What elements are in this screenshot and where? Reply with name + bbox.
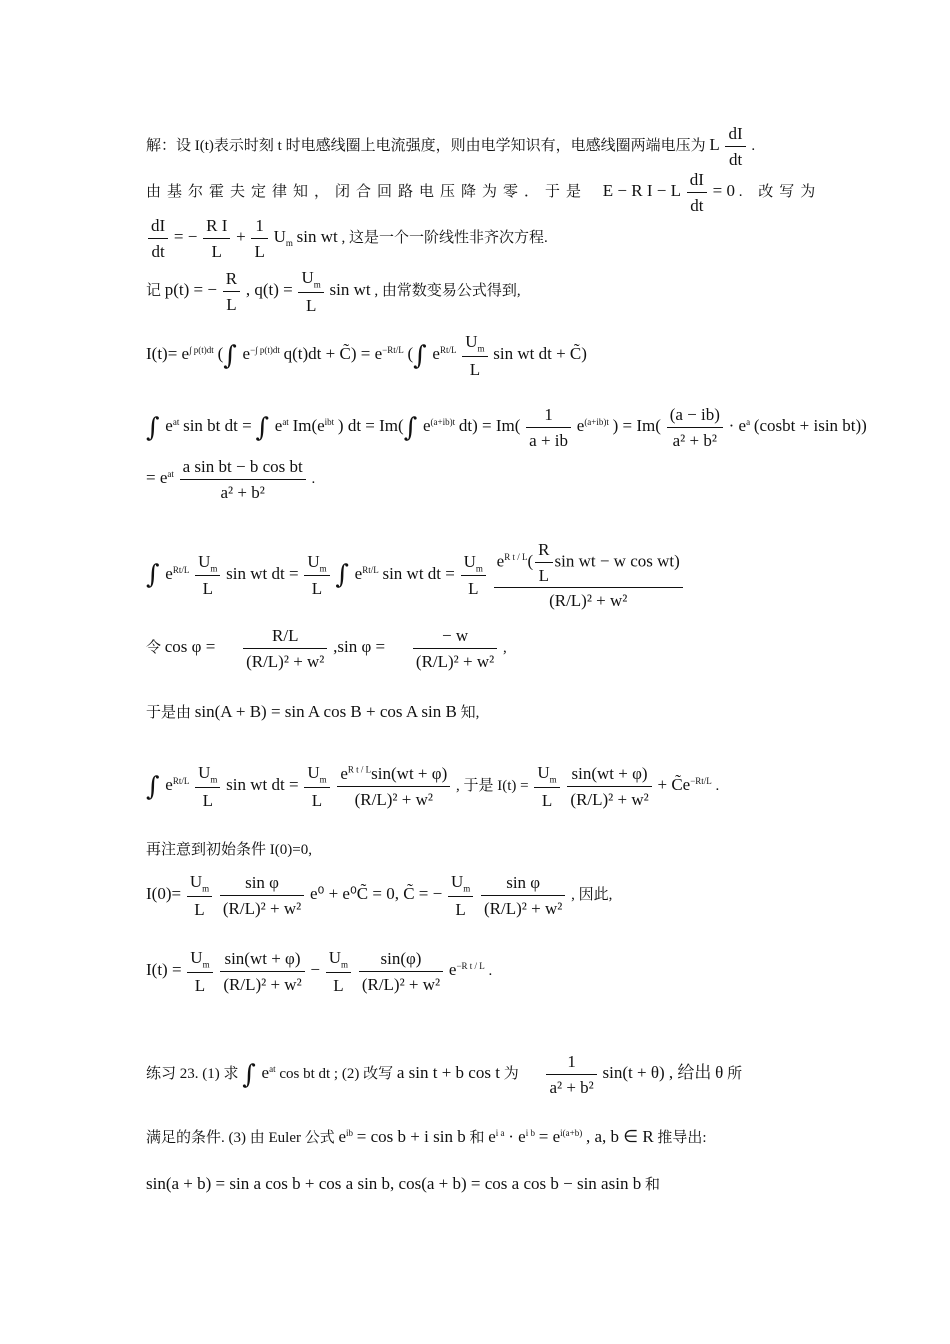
line-9: 令 cos φ = $\frac{R/L}{\text{(R/L)² + w²}}$ ,sin φ = $\frac{- w}{\text{(R/L)² + w²}}$ ,: [146, 626, 507, 671]
fraction: $\frac{- w}{\text{(R/L)² + w²}}$: [413, 626, 497, 671]
fraction: $\frac{U_m}{L}$: [195, 552, 220, 599]
fraction: $\frac{U_m}{L}$: [187, 948, 212, 995]
text: 解：设 I(t)表示时刻 t 时电感线圈上电流强度，则由电学知识有，电感线圈两端电压为: [146, 137, 706, 154]
text: 由基尔霍夫定律知，闭合回路电压降为零．于是: [146, 183, 588, 200]
line-12: 再注意到初始条件 I(0)=0,: [146, 842, 312, 858]
fraction: $\frac{1}{\text{a² + b²}}$: [546, 1052, 596, 1097]
integral-icon: ∫: [223, 340, 237, 371]
line-2: 由基尔霍夫定律知，闭合回路电压降为零．于是 E − R I − L $\frac{dI}{dt}$ = 0 . 改写为: [146, 170, 822, 215]
fraction: $e^{R t / L}$( $\frac{R}{L}$ sin wt − w cos wt) (R/L)² + w²: [494, 540, 683, 611]
fraction: $\frac{U_m}{L}$: [298, 268, 323, 315]
line-17: sin(a + b) = sin a cos b + cos a sin b, cos(a + b) = cos a cos b − sin asin b 和: [146, 1174, 660, 1193]
fraction: $\frac{U_m}{L}$: [448, 872, 473, 919]
line-8: ∫ $e^{Rt/L}$ $\frac{U_m}{L}$ sin wt dt = $\frac{U_m}{L}$ ∫ $e^{Rt/L}$ sin wt dt = $\frac{U_m}{L}$ $e^{R t / L}$( $\frac{R}{L}$ sin wt − w cos wt) (R/L)² + w²: [146, 540, 685, 611]
line-3: $\frac{dI}{dt}$ = − $\frac{\text{R I}}{L}$ + $\frac{1}{L}$ $U_m$ sin wt , 这是一个一阶线性非齐次方程.: [146, 216, 548, 261]
integral-icon: ∫: [335, 560, 349, 591]
integral-icon: ∫: [413, 340, 427, 371]
fraction: $\frac{U_m}{L}$: [304, 552, 329, 599]
math: L: [709, 134, 720, 154]
line-1: 解：设 I(t)表示时刻 t 时电感线圈上电流强度，则由电学知识有，电感线圈两端电压为 L $\frac{dI}{dt}$ .: [146, 124, 756, 169]
fraction: $\frac{\sin(wt + \varphi)}{\text{(R/L)² + w²}}$: [220, 949, 304, 994]
fraction: $\frac{U_m}{L}$: [534, 763, 559, 810]
line-7: = $e^{at}$ $\frac{\text{a sin bt − b cos bt}}{\text{a² + b²}}$ .: [146, 457, 316, 502]
text: , 这是一个一阶线性非齐次方程.: [341, 229, 548, 246]
fraction: $\frac{U_m}{L}$: [462, 332, 487, 379]
fraction: $\frac{U_m}{L}$: [304, 763, 329, 810]
integral-icon: ∫: [242, 1059, 256, 1090]
fraction: $\frac{\text{sin φ}}{\text{(R/L)² + w²}}$: [220, 873, 304, 918]
integral-icon: ∫: [255, 412, 270, 443]
fraction: $\frac{R/L}{\text{(R/L)² + w²}}$: [243, 626, 327, 671]
line-11: ∫ $e^{Rt/L}$ $\frac{U_m}{L}$ sin wt dt = $\frac{U_m}{L}$ $\frac{e^{R t / L}\sin(wt + \varphi)}{\text{(R/L)² + w²}}$ , 于是 I(t) = $\frac{U_m}{L}$ $\frac{\sin(wt + \varphi)}{\text{(R/L)² + w²}}$ + $C̃e^{-Rt/L}$ .: [146, 763, 720, 810]
fraction: $\frac{e^{R t / L}\sin(wt + \varphi)}{\text{(R/L)² + w²}}$: [337, 764, 450, 809]
line-10: 于是由 sin(A + B) = sin A cos B + cos A sin B 知,: [146, 702, 480, 721]
fraction: $\frac{U_m}{L}$: [187, 872, 212, 919]
integral-icon: ∫: [146, 771, 160, 802]
fraction: $\frac{dI}{dt}$: [687, 170, 707, 215]
line-5: $I(t)= e^{\int p(t)dt}$ (∫ $e^{-\int p(t)dt}$ q(t)dt + C̃) = $e^{-Rt/L}$ (∫ $e^{Rt/L}$ $\frac{U_m}{L}$ sin wt dt + C̃): [146, 332, 587, 379]
line-13: I(0)= $\frac{U_m}{L}$ $\frac{\text{sin φ}}{\text{(R/L)² + w²}}$ e⁰ + e⁰C̃ = 0, C̃ = − $\frac{U_m}{L}$ $\frac{\text{sin φ}}{\text{(R/L)² + w²}}$ , 因此,: [146, 872, 613, 919]
fraction: $\frac{U_m}{L}$: [326, 948, 351, 995]
fraction: $\frac{\sin(\varphi)}{\text{(R/L)² + w²}}$: [359, 949, 443, 994]
integral-icon: ∫: [146, 412, 160, 443]
fraction: $\frac{U_m}{L}$: [461, 552, 486, 599]
fraction: $\frac{(a - ib)}{\text{a² + b²}}$: [667, 405, 723, 450]
line-16: 满足的条件. (3) 由 Euler 公式 $e^{ib} = \cos b + i$ sin b 和 $e^{i a} \cdot e^{i b} = e^{i(a+b)}$ , a, b ∈ R 推导出:: [146, 1127, 707, 1146]
line-15: 练习 23. (1) 求 ∫ $e^{at}$ cos bt dt ; (2) 改写 a sin t + b cos t 为 $\frac{1}{\text{a² + b²}}$ sin(t + θ) , 给出 θ 所: [146, 1052, 743, 1097]
fraction: $\frac{U_m}{L}$: [195, 763, 220, 810]
line-4: 记 p(t) = − $\frac{R}{L}$ , q(t) = $\frac{U_m}{L}$ sin wt , 由常数变易公式得到,: [146, 268, 521, 315]
line-6: ∫ $e^{at}$ sin bt dt = ∫ $e^{at}$ $Im(e^{ibt}$ ) dt = Im(∫ $e^{(a+ib)t}$ dt) = Im( $\frac{1}{a + ib}$ $e^{(a+ib)t}$ ) = Im( $\frac{(a - ib)}{\text{a² + b²}}$ · $e^a$ (cosbt + isin bt)): [146, 405, 867, 450]
line-14: I(t) = $\frac{U_m}{L}$ $\frac{\sin(wt + \varphi)}{\text{(R/L)² + w²}}$ − $\frac{U_m}{L}$ $\frac{\sin(\varphi)}{\text{(R/L)² + w²}}$ $e^{-R t / L}$ .: [146, 948, 493, 995]
math: E − R I − L: [602, 180, 681, 200]
fraction: $\frac{\text{R I}}{L}$: [203, 216, 230, 261]
integral-icon: ∫: [146, 560, 160, 591]
fraction: $\frac{1}{L}$: [251, 216, 267, 261]
fraction: $\frac{R}{L}$: [223, 269, 240, 314]
fraction: $\frac{dI}{dt}$: [725, 124, 745, 169]
fraction: $\frac{\text{a sin bt − b cos bt}}{\text{a² + b²}}$: [180, 457, 306, 502]
fraction: $\frac{\sin(wt + \varphi)}{\text{(R/L)² + w²}}$: [567, 764, 651, 809]
fraction: $\frac{1}{a + ib}$: [526, 405, 571, 450]
fraction: $\frac{\text{sin φ}}{\text{(R/L)² + w²}}$: [481, 873, 565, 918]
fraction: $\frac{dI}{dt}$: [148, 216, 168, 261]
text: . 改写为: [738, 183, 822, 200]
integral-icon: ∫: [403, 412, 418, 443]
text: , 由常数变易公式得到,: [374, 283, 521, 300]
